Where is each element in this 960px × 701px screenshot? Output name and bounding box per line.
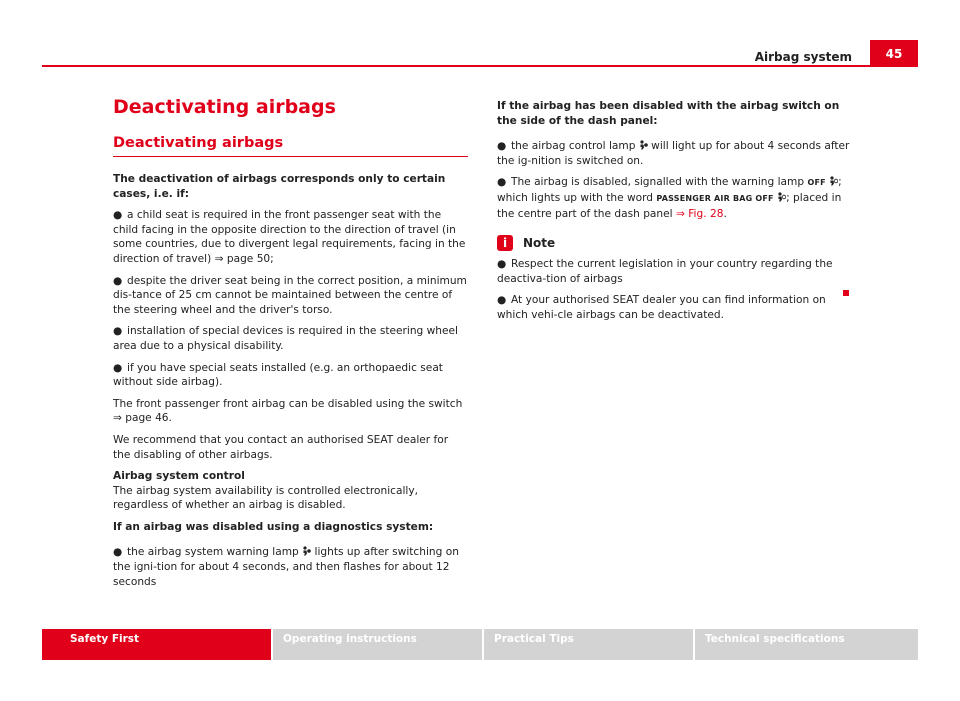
passenger-airbag-off-label: PASSENGER AIR BAG OFF xyxy=(656,193,774,203)
list-item: ● The airbag is disabled, signalled with the warning lamp OFF ; which lights up with the word PASSENGER AIR BAG OFF ; placed in the centre part of the dash panel ⇒ Fig. 28. xyxy=(497,176,842,220)
bullet-icon: ● xyxy=(113,209,123,222)
page-ref-link[interactable]: ⇒ page 46. xyxy=(113,412,172,425)
page-title: Deactivating airbags xyxy=(113,96,336,118)
bullet-icon: ● xyxy=(497,140,507,153)
tab-practical-tips[interactable]: Practical Tips xyxy=(484,629,693,660)
airbag-off-icon xyxy=(829,176,838,186)
list-item: ● Respect the current legislation in your country regarding the deactiva-tion of airbags xyxy=(497,258,833,285)
list-item: ● At your authorised SEAT dealer you can find information on which vehi-cle airbags can be deactivated. xyxy=(497,294,826,321)
paragraph: The airbag system availability is controlled electronically, regardless of whether an airbag is disabled. xyxy=(113,484,418,512)
list-item: ● the airbag control lamp will light up for about 4 seconds after the ig-nition is switched on. xyxy=(497,140,850,167)
list-item: ● a child seat is required in the front passenger seat with the child facing in the opposite direction to the direction of travel (in some countries, due to divergent legal requirements, facing in the direction of travel) ⇒ page 50; xyxy=(113,209,466,265)
left-column xyxy=(113,96,468,596)
footer-nav xyxy=(42,629,918,660)
tab-safety-first[interactable]: Safety First xyxy=(42,629,271,660)
header-rule xyxy=(42,65,918,67)
list-item: ● despite the driver seat being in the correct position, a minimum dis-tance of 25 cm cannot be maintained between the centre of the steering wheel and the driver's torso. xyxy=(113,274,467,316)
page-ref-link[interactable]: ⇒ page 50; xyxy=(214,252,274,265)
running-header-title: Airbag system xyxy=(754,50,852,64)
page-number: 45 xyxy=(870,40,918,67)
section-heading: Deactivating airbags xyxy=(113,134,468,157)
bullet-icon: ● xyxy=(113,325,123,338)
bullet-icon: ● xyxy=(113,361,123,374)
list-item: ● installation of special devices is required in the steering wheel area due to a physical disability. xyxy=(113,325,458,352)
bullet-icon: ● xyxy=(113,546,123,559)
airbag-control-lamp-icon xyxy=(639,140,648,150)
tab-operating-instructions[interactable]: Operating instructions xyxy=(273,629,482,660)
paragraph: The front passenger front airbag can be disabled using the switch ⇒ page 46. xyxy=(113,397,463,425)
bullet-icon: ● xyxy=(113,274,123,287)
section-end-marker xyxy=(843,290,849,296)
airbag-off-lamp-icon: OFF xyxy=(807,178,826,188)
list-item: ● the airbag system warning lamp lights up after switching on the igni-tion for about 4 seconds, and then flashes for about 12 seconds xyxy=(113,546,459,588)
info-icon: i xyxy=(497,235,513,251)
bullet-icon: ● xyxy=(497,176,507,189)
note-label: Note xyxy=(523,235,556,250)
subheading: If an airbag was disabled using a diagnostics system: xyxy=(113,520,434,533)
paragraph: We recommend that you contact an authorised SEAT dealer for the disabling of other airbags. xyxy=(113,433,449,461)
subheading: If the airbag has been disabled with the airbag switch on the side of the dash panel: xyxy=(497,100,840,127)
airbag-off-icon xyxy=(777,192,786,202)
right-column xyxy=(497,99,852,330)
subheading: Airbag system control xyxy=(113,470,245,483)
bullet-icon: ● xyxy=(497,294,507,307)
list-item: ● if you have special seats installed (e.g. an orthopaedic seat without side airbag). xyxy=(113,361,443,389)
tab-technical-specifications[interactable]: Technical specifications xyxy=(695,629,918,660)
bullet-icon: ● xyxy=(497,258,507,271)
airbag-warning-icon xyxy=(302,546,311,556)
figure-ref-link[interactable]: ⇒ Fig. 28 xyxy=(675,207,724,220)
intro-text: The deactivation of airbags corresponds only to certain cases, i.e. if: xyxy=(113,173,446,200)
note-header xyxy=(497,235,852,251)
